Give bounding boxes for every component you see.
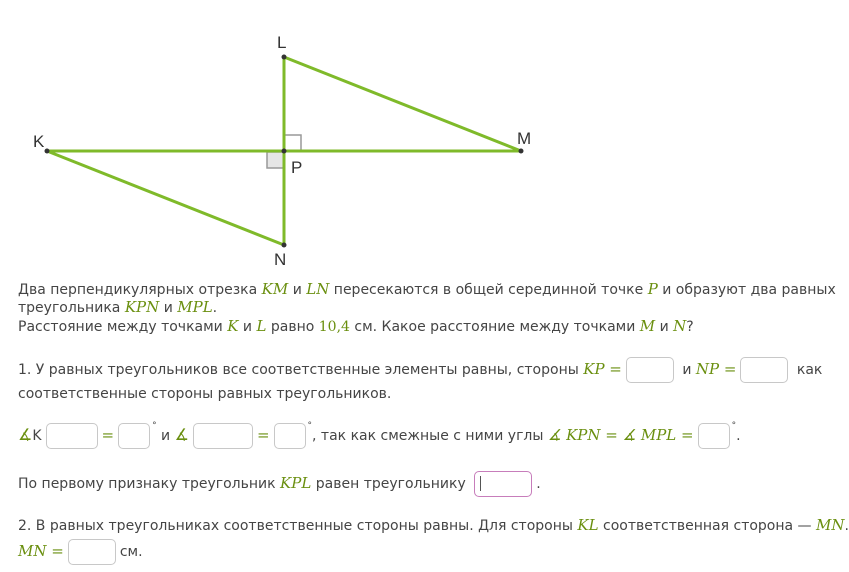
equals-sign: = (101, 426, 115, 444)
question-text: 2. В равных треугольниках соответственные стороны равны. Для стороны (18, 518, 578, 534)
intro-text: Два перпендикулярных отрезка (18, 282, 262, 298)
math-l: L (256, 317, 267, 335)
question-1-line-1 (18, 357, 822, 383)
math-kpn: KPN (124, 298, 160, 316)
angle-symbol: ∡ (18, 425, 33, 444)
math-p: P (647, 280, 658, 298)
intro-line-2 (18, 298, 217, 316)
unit-text: см. (119, 544, 143, 560)
intro-text: см. Какое расстояние между точками (349, 319, 640, 335)
intro-line-1 (18, 280, 836, 298)
point-k (45, 149, 50, 154)
degree-sign: ° (152, 421, 157, 431)
period: . (844, 518, 849, 534)
math-mpl: MPL (177, 298, 213, 316)
angles-line (18, 423, 741, 449)
degree-sign: ° (731, 421, 737, 431)
intro-text: пересекаются в общей серединной точке (329, 282, 648, 298)
math-km: KM (261, 280, 289, 298)
intro-text: и (159, 300, 178, 316)
right-angle-marker-lower (267, 152, 284, 168)
question-text: , так как смежные с ними углы (312, 428, 548, 444)
math-n: N (673, 317, 687, 335)
question-1-line-2 (18, 386, 391, 402)
answer-mn-input[interactable] (68, 539, 116, 565)
math-np-eq: NP = (695, 360, 737, 378)
answer-triangle-input[interactable] (474, 471, 532, 497)
angle-k-label: K (32, 428, 42, 444)
intro-text: и (655, 319, 674, 335)
sign-line (18, 471, 541, 497)
answer-np-input[interactable] (740, 357, 788, 383)
conjunction-text: и (156, 428, 175, 444)
label-p: P (291, 158, 303, 177)
point-n (282, 243, 287, 248)
question-text: соответственные стороны равных треугольников. (18, 386, 392, 402)
intro-text: Расстояние между точками (18, 319, 228, 335)
question-text: соответственная сторона — (598, 518, 816, 534)
math-k: K (227, 317, 239, 335)
point-m (519, 149, 524, 154)
math-m: M (639, 317, 656, 335)
label-l: L (277, 33, 287, 52)
label-m: M (517, 129, 532, 148)
math-kp-eq: KP = (583, 360, 622, 378)
point-p (282, 149, 287, 154)
question-2-line-2 (18, 539, 143, 565)
period: . (536, 476, 541, 492)
answer-angle-1-degrees-input[interactable] (118, 423, 150, 449)
question-text: как (792, 362, 823, 378)
segment-kn (47, 151, 284, 245)
equals-sign: = (256, 426, 270, 444)
distance-value: 10,4 (318, 319, 350, 335)
intro-text: и образуют два равных (657, 282, 836, 298)
math-ln: LN (306, 280, 330, 298)
intro-text: и (238, 319, 257, 335)
math-kl: KL (577, 516, 599, 534)
question-text: равен треугольнику (311, 476, 471, 492)
segment-lm (284, 57, 521, 151)
angle-symbol: ∡ (174, 425, 189, 444)
label-n: N (274, 250, 287, 269)
answer-kp-input[interactable] (626, 357, 674, 383)
label-k: K (33, 132, 45, 151)
question-text: По первому признаку треугольник (18, 476, 281, 492)
question-2-line-1 (18, 516, 849, 534)
math-adjacent-angles: ∡ KPN = ∡ MPL = (547, 426, 694, 444)
period: . (736, 428, 741, 444)
answer-angle-1-input[interactable] (46, 423, 98, 449)
answer-angle-2-input[interactable] (193, 423, 253, 449)
intro-line-3 (18, 317, 694, 335)
question-text: и (677, 362, 696, 378)
geometry-figure (0, 0, 800, 280)
question-text: 1. У равных треугольников все соответственные элементы равны, стороны (18, 362, 584, 378)
point-l (282, 55, 287, 60)
answer-angle-2-degrees-input[interactable] (274, 423, 306, 449)
right-angle-marker-upper (284, 135, 301, 151)
intro-text: ? (686, 319, 694, 335)
math-mn-eq: MN = (18, 542, 64, 560)
answer-adjacent-angle-input[interactable] (698, 423, 730, 449)
math-mn: MN (816, 516, 845, 534)
math-kpl: KPL (280, 474, 312, 492)
intro-text: равно (266, 319, 319, 335)
intro-text: . (212, 300, 218, 316)
intro-text: и (288, 282, 307, 298)
degree-sign: ° (307, 421, 313, 431)
intro-text: треугольника (18, 300, 125, 316)
